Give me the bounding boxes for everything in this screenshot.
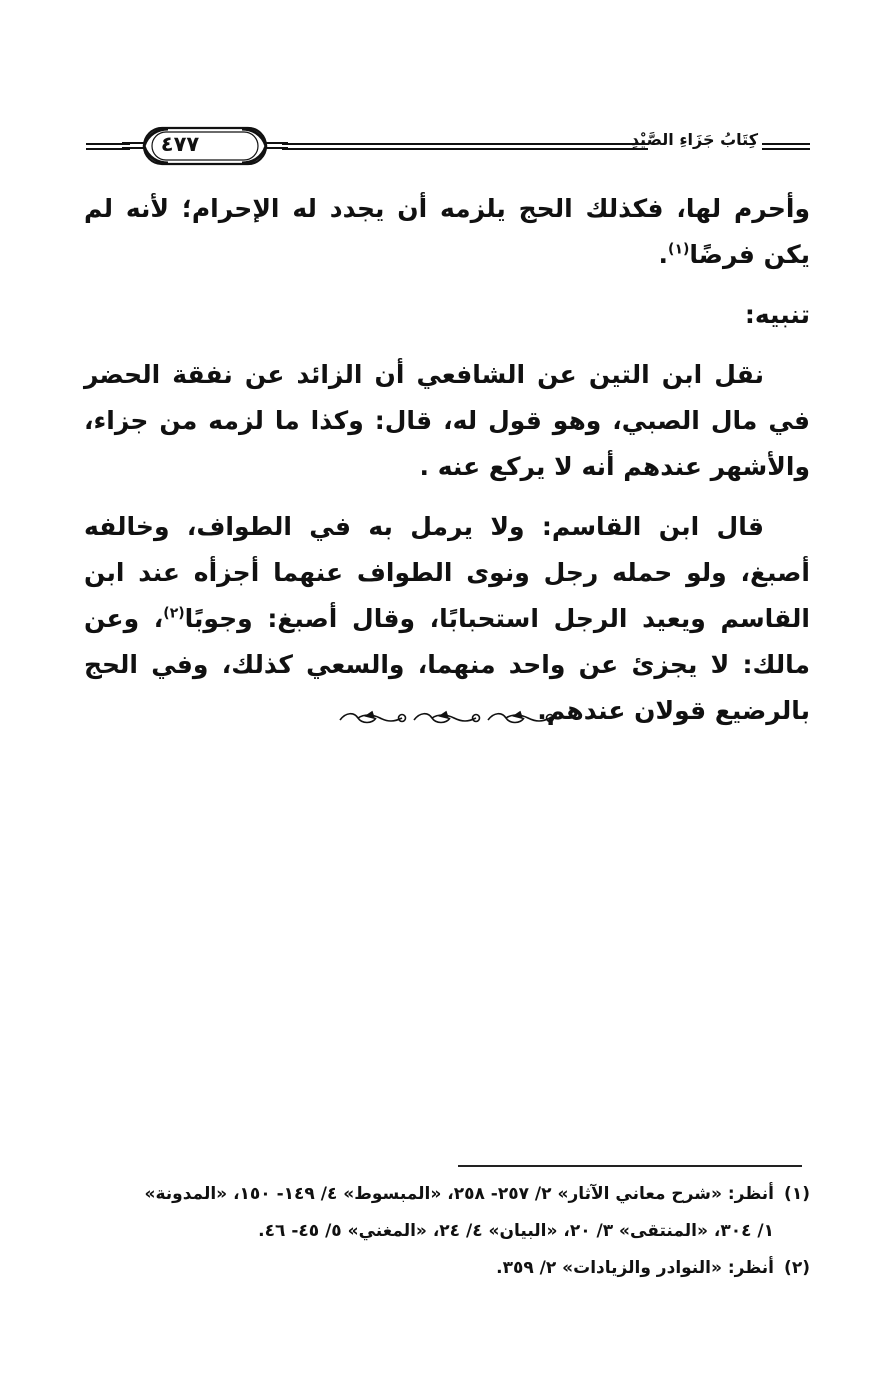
footnote-1-line-1: أنظر: «شرح معاني الآثار» ٢/ ٢٥٧- ٢٥٨، «المبسوط» ٤/ ١٤٩- ١٥٠، «المدونة» (144, 1184, 774, 1204)
paragraph-3-end: ، وعن مالك: لا يجزئ عن واحد منهما، والسعي كذلك، وفي الحج بالرضيع قولان عندهم. (84, 604, 810, 725)
footnote-1-line-2: ١/ ٣٠٤، «المنتقى» ٣/ ٢٠، «البيان» ٤/ ٢٤، «المغني» ٥/ ٤٥- ٤٦. (258, 1221, 774, 1241)
main-text (84, 186, 810, 734)
paragraph-3 (84, 504, 810, 734)
section-heading: تنبيه: (744, 300, 810, 329)
footnote-2 (84, 1250, 810, 1287)
paragraph-1 (84, 186, 810, 278)
paragraph-3-text: قال ابن القاسم: ولا يرمل به في الطواف، وخالفه أصبغ، ولو حمله رجل ونوى الطواف عنهما أجزأه عند ابن القاسم ويعيد الرجل استحبابًا، وقال أصبغ: وجوبًا (84, 512, 810, 633)
footnote-ref-1[interactable]: (١) (668, 241, 690, 258)
header-rule-right (762, 142, 810, 152)
footnote-1-number: (١) (784, 1184, 810, 1204)
page-header (86, 126, 810, 166)
footnote-separator (458, 1165, 802, 1167)
floral-divider-icon (336, 708, 558, 730)
header-rule-middle (282, 142, 648, 152)
footnote-ref-2[interactable]: (٢) (163, 605, 185, 622)
footnote-1 (84, 1176, 810, 1250)
running-title: كِتَابُ جَزَاءِ الصَّيْدِ (630, 130, 758, 149)
footnote-2-line-1: أنظر: «النوادر والزيادات» ٢/ ٣٥٩. (496, 1258, 774, 1278)
paragraph-1-end: . (658, 240, 669, 269)
paragraph-1-text: وأحرم لها، فكذلك الحج يلزمه أن يجدد له الإحرام؛ لأنه لم يكن فرضًا (84, 194, 810, 269)
footnotes-section (84, 1176, 810, 1287)
paragraph-2: نقل ابن التين عن الشافعي أن الزائد عن نفقة الحضر في مال الصبي، وهو قول له، قال: وكذا ما لزمه من جزاء، والأشهر عندهم أنه لا يركع عنه . (84, 360, 810, 481)
footnote-2-number: (٢) (784, 1258, 810, 1278)
page-number: ٤٧٧ (160, 132, 200, 156)
